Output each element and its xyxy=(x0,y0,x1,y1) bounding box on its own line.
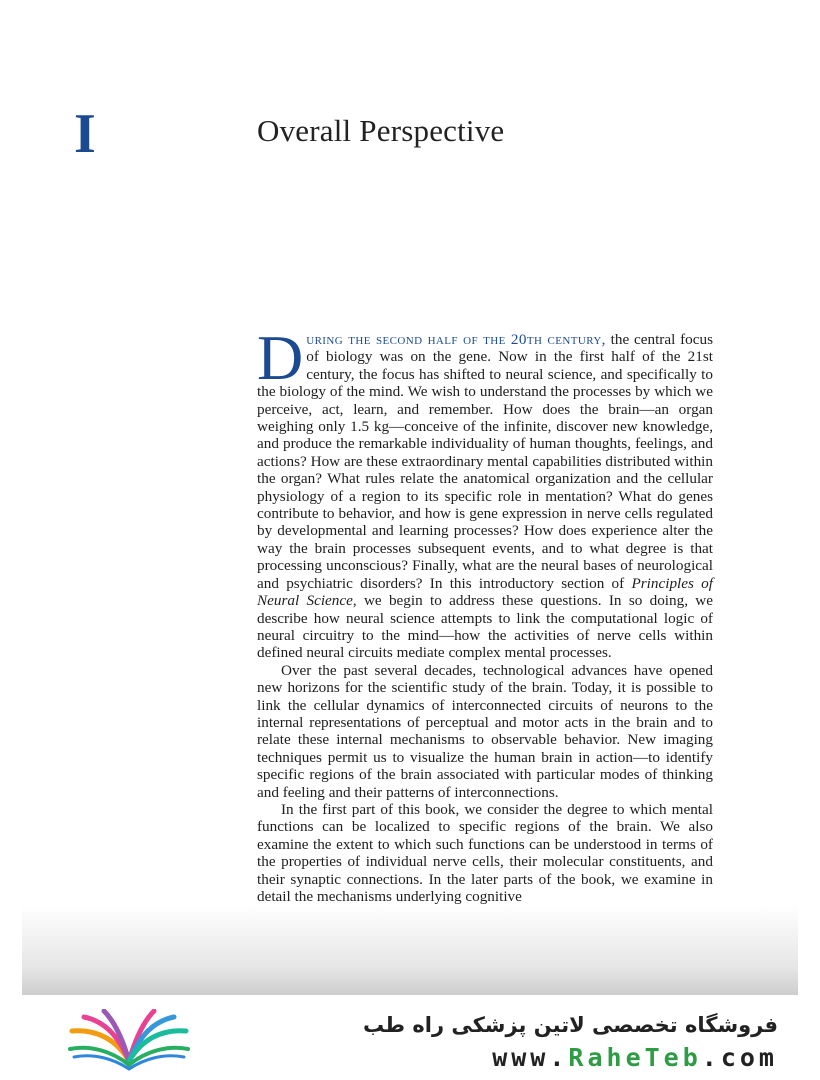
intro-body xyxy=(257,322,714,905)
url-prefix: www. xyxy=(492,1043,569,1072)
url-highlight: RaheTeb xyxy=(568,1043,702,1072)
paragraph-1-text: the central focus of biology was on the gene. Now in the first half of the 21st century, the focus has shifted to neural science, and specifically to the biology of the mind. We wish to understand the processes by which we perceive, act, learn, and remember. How does the brain—an organ weighing only 1.5 kg—conceive of the infinite, discover new knowledge, and produce the remarkable individuality of human thoughts, feelings, and actions? How are these extraordinary mental capabilities distributed within the organ? What rules relate the anatomical organization and the cellular physiology of a region to its specific role in mentation? What do genes contribute to behavior, and how is gene expression in nerve cells regulated by developmental and learning processes? How does experience alter the way the brain processes subsequent events, and to what degree is that processing unconscious? Finally, what are the neural bases of neurological and psychiatric disorders? In this introductory section of xyxy=(257,331,714,592)
watermark-footer xyxy=(0,995,820,1080)
book-title-italic: Principles of Neural Science xyxy=(257,574,713,610)
intro-paragraph-1 xyxy=(257,322,714,662)
lead-in-small-caps: uring the second half of the 20th century, xyxy=(306,331,606,348)
open-book-rainbow-icon xyxy=(66,1009,192,1071)
part-numeral: I xyxy=(74,103,96,165)
drop-cap: D xyxy=(257,322,304,393)
store-url xyxy=(492,1043,778,1072)
paragraph-1-end: , we begin to address these questions. In so doing, we describe how neural science attempts to link the computational logic of neural circuitry to the mind—how the activities of nerve cells within defined neural circuits mediate complex mental processes. xyxy=(257,592,713,662)
intro-paragraph-3: In the first part of this book, we consider the degree to which mental functions can be localized to specific regions of the brain. We also examine the extent to which such functions can be understood in terms of the properties of individual nerve cells, their molecular constituents, and their synaptic connections. In the later parts of the book, we examine in detail the mechanisms underlying cognitive xyxy=(257,800,713,905)
url-suffix: .com xyxy=(701,1043,778,1072)
part-title: Overall Perspective xyxy=(257,113,505,148)
page-bottom-shadow xyxy=(22,905,798,995)
store-name: فروشگاه تخصصی لاتین پزشکی راه طب xyxy=(363,1013,778,1037)
intro-paragraph-2: Over the past several decades, technological advances have opened new horizons for the scientific study of the brain. Today, it is possible to link the cellular dynamics of interconnected circuits of neurons to the internal representations of perceptual and motor acts in the brain and to relate these internal mechanisms to observable behavior. New imaging techniques permit us to visualize the human brain in action—to identify specific regions of the brain associated with particular modes of thinking and feeling and their patterns of interconnections. xyxy=(257,661,713,801)
